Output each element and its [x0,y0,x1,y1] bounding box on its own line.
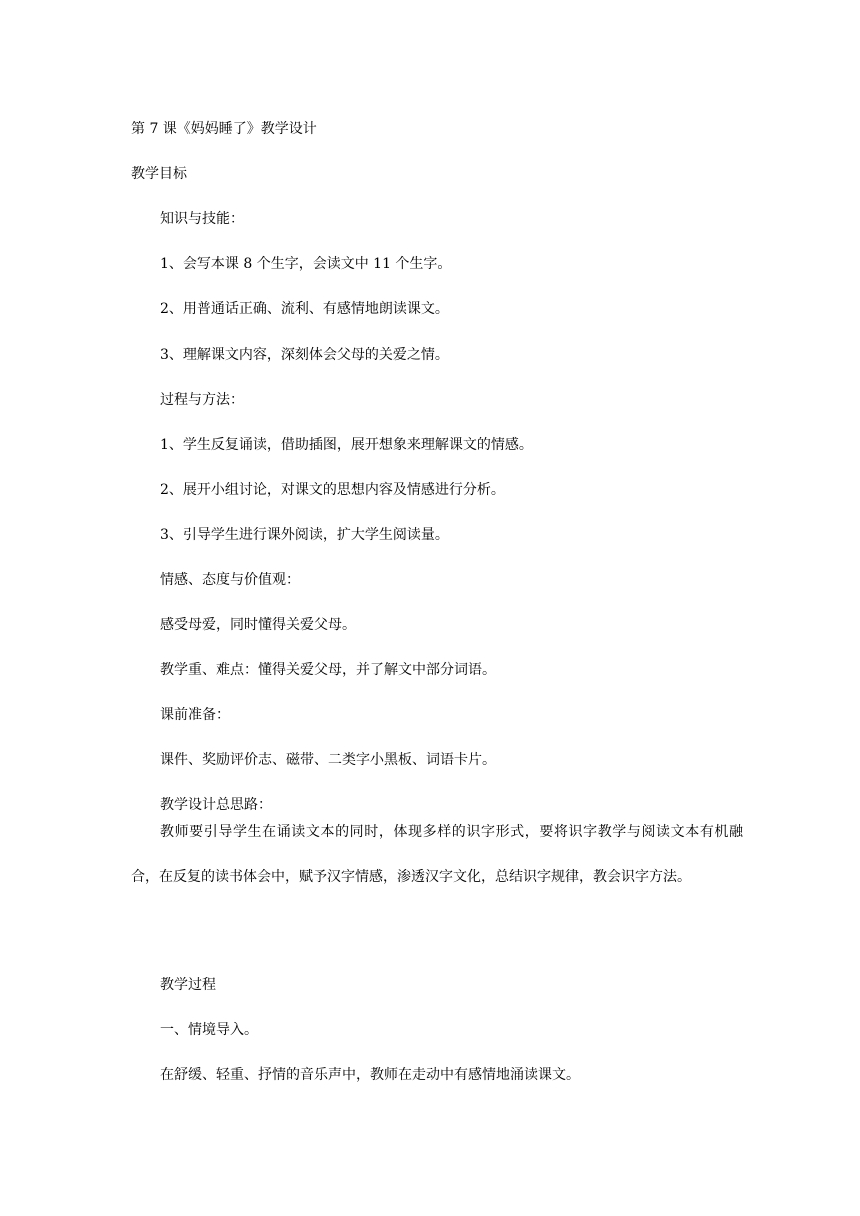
knowledge-item-2: 2、用普通话正确、流利、有感情地朗读课文。 [160,301,449,317]
emotion-heading: 情感、态度与价值观： [160,572,300,588]
prep-heading: 课前准备： [160,707,230,723]
document-title: 第 7 课《妈妈睡了》教学设计 [131,121,317,137]
process-item-3: 3、引导学生进行课外阅读，扩大学生阅读量。 [160,527,449,543]
process-item-1: 1、学生反复诵读，借助插图，展开想象来理解课文的情感。 [160,437,533,453]
prep-text: 课件、奖励评价志、磁带、二类字小黑板、词语卡片。 [160,752,496,768]
process-item-2: 2、展开小组讨论，对课文的思想内容及情感进行分析。 [160,482,505,498]
emotion-text: 感受母爱，同时懂得关爱父母。 [160,617,356,633]
step1-text: 在舒缓、轻重、抒情的音乐声中，教师在走动中有感情地涌读课文。 [160,1067,580,1083]
design-paragraph: 教师要引导学生在诵读文本的同时，体现多样的识字形式，要将识字教学与阅读文本有机融合，在反复的读书体会中，赋予汉字情感，渗透汉字文化，总结识字规律，教会识字方法。 [131,824,743,885]
process-main-heading: 教学过程 [160,977,216,993]
key-points: 教学重、难点：懂得关爱父母，并了解文中部分词语。 [160,662,496,678]
design-heading: 教学设计总思路： [160,797,272,813]
knowledge-item-1: 1、会写本课 8 个生字，会读文中 11 个生字。 [160,256,452,272]
goals-heading: 教学目标 [131,166,187,182]
step1-heading: 一、情境导入。 [160,1022,258,1038]
knowledge-heading: 知识与技能： [160,211,244,227]
process-heading: 过程与方法： [160,392,244,408]
knowledge-item-3: 3、理解课文内容，深刻体会父母的关爱之情。 [160,347,449,363]
